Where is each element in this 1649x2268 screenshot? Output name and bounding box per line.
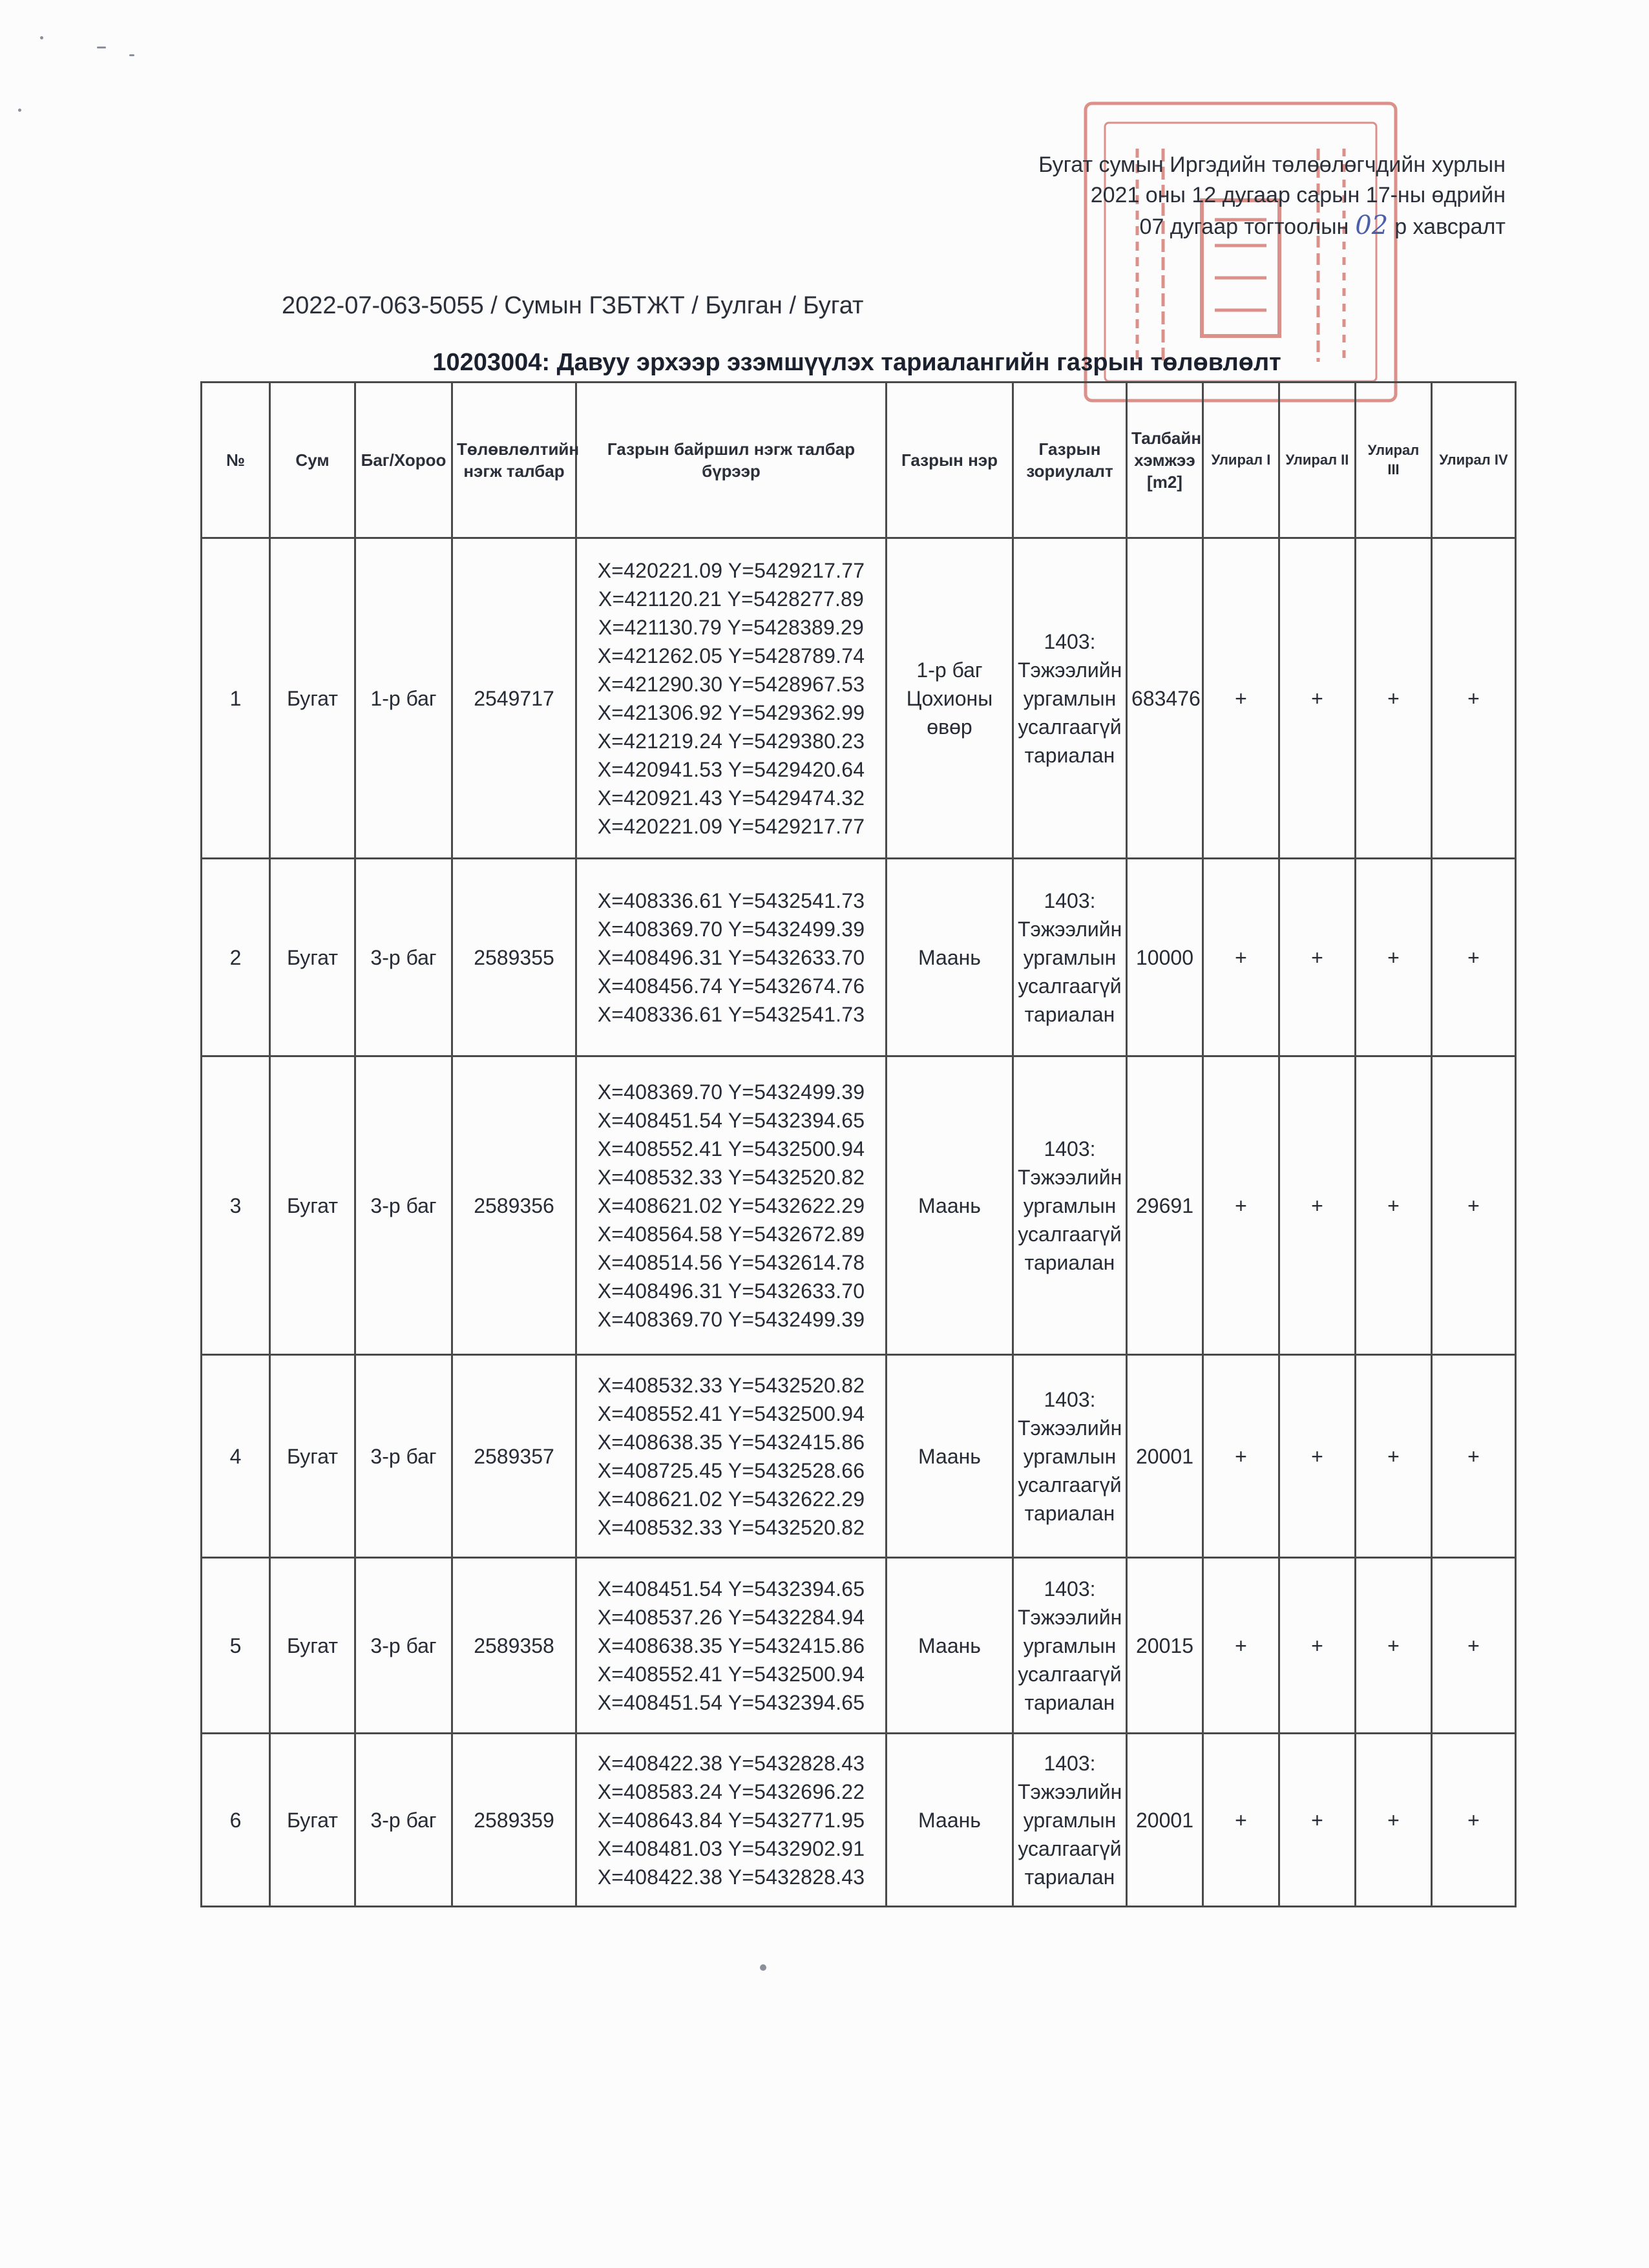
coordinate-line: X=408552.41 Y=5432500.94	[597, 1402, 865, 1425]
scan-speck	[18, 109, 21, 112]
purpose-line: ургамлын	[1023, 945, 1117, 969]
coordinate-line: X=408532.33 Y=5432520.82	[597, 1165, 865, 1189]
coordinate-line: X=408537.26 Y=5432284.94	[597, 1605, 865, 1629]
purpose-line: ургамлын	[1023, 686, 1117, 710]
cell-coordinates	[576, 859, 887, 1056]
coordinate-line: X=408638.35 Y=5432415.86	[597, 1430, 865, 1454]
cell-purpose	[1013, 1558, 1127, 1734]
header-line-2: 2021 оны 12 дугаар сарын 17-ны өдрийн	[1090, 183, 1506, 207]
cell-quarter-3: +	[1356, 859, 1432, 1056]
col-header-q2: Улирал II	[1279, 383, 1356, 538]
purpose-line: тариалан	[1024, 743, 1115, 767]
purpose-line: 1403:	[1044, 888, 1096, 912]
cell-quarter-1: +	[1203, 538, 1279, 859]
coordinate-line: X=421262.05 Y=5428789.74	[597, 644, 865, 667]
cell-unit: 2589359	[452, 1734, 576, 1907]
cell-land-name: Маань	[887, 1734, 1013, 1907]
cell-quarter-2: +	[1279, 1355, 1356, 1558]
cell-quarter-4: +	[1432, 1056, 1516, 1355]
cell-sum: Бугат	[270, 1734, 355, 1907]
land-plan-table	[200, 381, 1517, 1907]
purpose-line: ургамлын	[1023, 1444, 1117, 1468]
cell-purpose	[1013, 1056, 1127, 1355]
cell-quarter-2: +	[1279, 1558, 1356, 1734]
purpose-line: 1403:	[1044, 1577, 1096, 1601]
cell-coordinates	[576, 1355, 887, 1558]
cell-land-name: Маань	[887, 1056, 1013, 1355]
purpose-line: тариалан	[1024, 1002, 1115, 1026]
col-header-no: №	[202, 383, 270, 538]
table-body	[202, 538, 1516, 1907]
cell-quarter-3: +	[1356, 1558, 1432, 1734]
coordinate-line: X=408532.33 Y=5432520.82	[597, 1373, 865, 1397]
cell-purpose	[1013, 1355, 1127, 1558]
coordinate-line: X=421120.21 Y=5428277.89	[598, 587, 865, 611]
cell-area: 29691	[1127, 1056, 1203, 1355]
coordinate-line: X=408456.74 Y=5432674.76	[597, 974, 865, 998]
table-row	[202, 1355, 1516, 1558]
cell-purpose	[1013, 859, 1127, 1056]
cell-sum: Бугат	[270, 1056, 355, 1355]
purpose-line: усалгаагүй	[1018, 974, 1122, 998]
cell-unit: 2589356	[452, 1056, 576, 1355]
coordinate-line: X=408643.84 Y=5432771.95	[597, 1808, 865, 1832]
cell-no: 5	[202, 1558, 270, 1734]
header-line-3-suffix: р хавсралт	[1394, 215, 1506, 239]
cell-land-name: 1-р баг Цохионы өвөр	[887, 538, 1013, 859]
coordinate-line: X=408451.54 Y=5432394.65	[597, 1108, 865, 1132]
cell-quarter-3: +	[1356, 1734, 1432, 1907]
table-row	[202, 1056, 1516, 1355]
cell-bag: 3-р баг	[355, 859, 452, 1056]
cell-no: 4	[202, 1355, 270, 1558]
cell-quarter-1: +	[1203, 1056, 1279, 1355]
cell-purpose	[1013, 538, 1127, 859]
cell-quarter-4: +	[1432, 1558, 1516, 1734]
coordinate-line: X=408369.70 Y=5432499.39	[597, 1307, 865, 1331]
coordinate-line: X=408532.33 Y=5432520.82	[597, 1515, 865, 1539]
coordinate-line: X=408369.70 Y=5432499.39	[597, 1080, 865, 1104]
cell-quarter-2: +	[1279, 538, 1356, 859]
purpose-line: ургамлын	[1023, 1193, 1117, 1217]
purpose-line: тариалан	[1024, 1250, 1115, 1274]
purpose-line: усалгаагүй	[1018, 715, 1122, 739]
scan-speck	[40, 36, 43, 39]
purpose-line: Тэжээлийн	[1018, 917, 1122, 941]
header-line-1: Бугат сумын Иргэдийн төлөөлөгчдийн хурлын	[1038, 152, 1506, 177]
col-header-q4: Улирал IV	[1432, 383, 1516, 538]
coordinate-line: X=408422.38 Y=5432828.43	[597, 1751, 865, 1775]
table-row	[202, 1734, 1516, 1907]
purpose-line: тариалан	[1024, 1865, 1115, 1889]
handwritten-number: 02	[1355, 211, 1389, 240]
col-header-purpose: Газрын зориулалт	[1013, 383, 1127, 538]
cell-sum: Бугат	[270, 859, 355, 1056]
purpose-line: усалгаагүй	[1018, 1222, 1122, 1246]
cell-quarter-1: +	[1203, 1355, 1279, 1558]
cell-bag: 3-р баг	[355, 1056, 452, 1355]
header-line-3-prefix: 07 дугаар тогтоолын	[1139, 215, 1349, 239]
table-row	[202, 859, 1516, 1056]
purpose-line: 1403:	[1044, 1387, 1096, 1411]
purpose-line: усалгаагүй	[1018, 1836, 1122, 1860]
col-header-name: Газрын нэр	[887, 383, 1013, 538]
purpose-line: усалгаагүй	[1018, 1473, 1122, 1496]
purpose-line: 1403:	[1044, 629, 1096, 653]
coordinate-line: X=421306.92 Y=5429362.99	[597, 700, 865, 724]
coordinate-line: X=421130.79 Y=5428389.29	[598, 615, 865, 639]
cell-unit: 2589357	[452, 1355, 576, 1558]
coordinate-line: X=408451.54 Y=5432394.65	[597, 1577, 865, 1601]
col-header-unit: Төлөвлөлтийн нэгж талбар	[452, 383, 576, 538]
table-row	[202, 1558, 1516, 1734]
purpose-line: Тэжээлийн	[1018, 1416, 1122, 1440]
cell-area: 10000	[1127, 859, 1203, 1056]
purpose-line: Тэжээлийн	[1018, 1165, 1122, 1189]
cell-quarter-2: +	[1279, 1056, 1356, 1355]
coordinate-line: X=408369.70 Y=5432499.39	[597, 917, 865, 941]
cell-coordinates	[576, 1056, 887, 1355]
coordinate-line: X=420221.09 Y=5429217.77	[597, 558, 865, 582]
scan-speck	[129, 54, 134, 56]
purpose-line: 1403:	[1044, 1751, 1096, 1775]
cell-quarter-4: +	[1432, 1734, 1516, 1907]
cell-quarter-1: +	[1203, 859, 1279, 1056]
appendix-header	[1038, 150, 1506, 242]
coordinate-line: X=408552.41 Y=5432500.94	[597, 1137, 865, 1160]
cell-no: 3	[202, 1056, 270, 1355]
col-header-q1: Улирал I	[1203, 383, 1279, 538]
cell-quarter-2: +	[1279, 859, 1356, 1056]
cell-sum: Бугат	[270, 538, 355, 859]
cell-purpose	[1013, 1734, 1127, 1907]
coordinate-line: X=408583.24 Y=5432696.22	[597, 1780, 865, 1803]
cell-area: 20001	[1127, 1734, 1203, 1907]
cell-area: 20001	[1127, 1355, 1203, 1558]
coordinate-line: X=421219.24 Y=5429380.23	[597, 729, 865, 753]
coordinate-line: X=408496.31 Y=5432633.70	[597, 1279, 865, 1303]
cell-coordinates	[576, 538, 887, 859]
cell-bag: 3-р баг	[355, 1734, 452, 1907]
cell-unit: 2549717	[452, 538, 576, 859]
coordinate-line: X=408638.35 Y=5432415.86	[597, 1633, 865, 1657]
col-header-location: Газрын байршил нэгж талбар бүрээр	[576, 383, 887, 538]
cell-unit: 2589358	[452, 1558, 576, 1734]
cell-quarter-3: +	[1356, 538, 1432, 859]
col-header-area: Талбайн хэмжээ [m2]	[1127, 383, 1203, 538]
table-title: 10203004: Давуу эрхээр эзэмшүүлэх тариалангийн газрын төлөвлөлт	[432, 349, 1281, 376]
header-line-3	[1038, 211, 1506, 242]
coordinate-line: X=420221.09 Y=5429217.77	[597, 814, 865, 838]
cell-no: 2	[202, 859, 270, 1056]
table-header-row	[202, 383, 1516, 538]
cell-sum: Бугат	[270, 1558, 355, 1734]
coordinate-line: X=408725.45 Y=5432528.66	[597, 1458, 865, 1482]
purpose-line: Тэжээлийн	[1018, 1605, 1122, 1629]
cell-bag: 3-р баг	[355, 1355, 452, 1558]
col-header-bag: Баг/Хороо	[355, 383, 452, 538]
cell-bag: 3-р баг	[355, 1558, 452, 1734]
cell-quarter-2: +	[1279, 1734, 1356, 1907]
cell-no: 1	[202, 538, 270, 859]
cell-land-name: Маань	[887, 859, 1013, 1056]
coordinate-line: X=408451.54 Y=5432394.65	[597, 1690, 865, 1714]
table-row	[202, 538, 1516, 859]
cell-quarter-3: +	[1356, 1056, 1432, 1355]
coordinate-line: X=408514.56 Y=5432614.78	[597, 1250, 865, 1274]
cell-quarter-4: +	[1432, 1355, 1516, 1558]
coordinate-line: X=408336.61 Y=5432541.73	[597, 888, 865, 912]
cell-area: 20015	[1127, 1558, 1203, 1734]
purpose-line: Тэжээлийн	[1018, 658, 1122, 682]
col-header-q3: Улирал III	[1356, 383, 1432, 538]
cell-unit: 2589355	[452, 859, 576, 1056]
coordinate-line: X=421290.30 Y=5428967.53	[597, 672, 865, 696]
col-header-sum: Сум	[270, 383, 355, 538]
coordinate-line: X=408481.03 Y=5432902.91	[597, 1836, 865, 1860]
coordinate-line: X=408496.31 Y=5432633.70	[597, 945, 865, 969]
purpose-line: ургамлын	[1023, 1633, 1117, 1657]
coordinate-line: X=420921.43 Y=5429474.32	[597, 786, 865, 810]
cell-quarter-1: +	[1203, 1558, 1279, 1734]
cell-quarter-1: +	[1203, 1734, 1279, 1907]
cell-bag: 1-р баг	[355, 538, 452, 859]
scan-speck	[760, 1964, 766, 1971]
cell-quarter-4: +	[1432, 859, 1516, 1056]
coordinate-line: X=408621.02 Y=5432622.29	[597, 1193, 865, 1217]
cell-coordinates	[576, 1558, 887, 1734]
purpose-line: усалгаагүй	[1018, 1662, 1122, 1686]
cell-no: 6	[202, 1734, 270, 1907]
cell-coordinates	[576, 1734, 887, 1907]
purpose-line: тариалан	[1024, 1501, 1115, 1525]
purpose-line: Тэжээлийн	[1018, 1780, 1122, 1803]
cell-quarter-3: +	[1356, 1355, 1432, 1558]
coordinate-line: X=408621.02 Y=5432622.29	[597, 1487, 865, 1511]
coordinate-line: X=420941.53 Y=5429420.64	[597, 757, 865, 781]
cell-quarter-4: +	[1432, 538, 1516, 859]
purpose-line: 1403:	[1044, 1137, 1096, 1160]
cell-sum: Бугат	[270, 1355, 355, 1558]
coordinate-line: X=408552.41 Y=5432500.94	[597, 1662, 865, 1686]
scan-speck	[97, 47, 106, 48]
coordinate-line: X=408336.61 Y=5432541.73	[597, 1002, 865, 1026]
purpose-line: ургамлын	[1023, 1808, 1117, 1832]
cell-area: 683476	[1127, 538, 1203, 859]
document-reference: 2022-07-063-5055 / Сумын ГЗБТЖТ / Булган / Бугат	[282, 292, 864, 319]
coordinate-line: X=408564.58 Y=5432672.89	[597, 1222, 865, 1246]
purpose-line: тариалан	[1024, 1690, 1115, 1714]
coordinate-line: X=408422.38 Y=5432828.43	[597, 1865, 865, 1889]
cell-land-name: Маань	[887, 1355, 1013, 1558]
cell-land-name: Маань	[887, 1558, 1013, 1734]
